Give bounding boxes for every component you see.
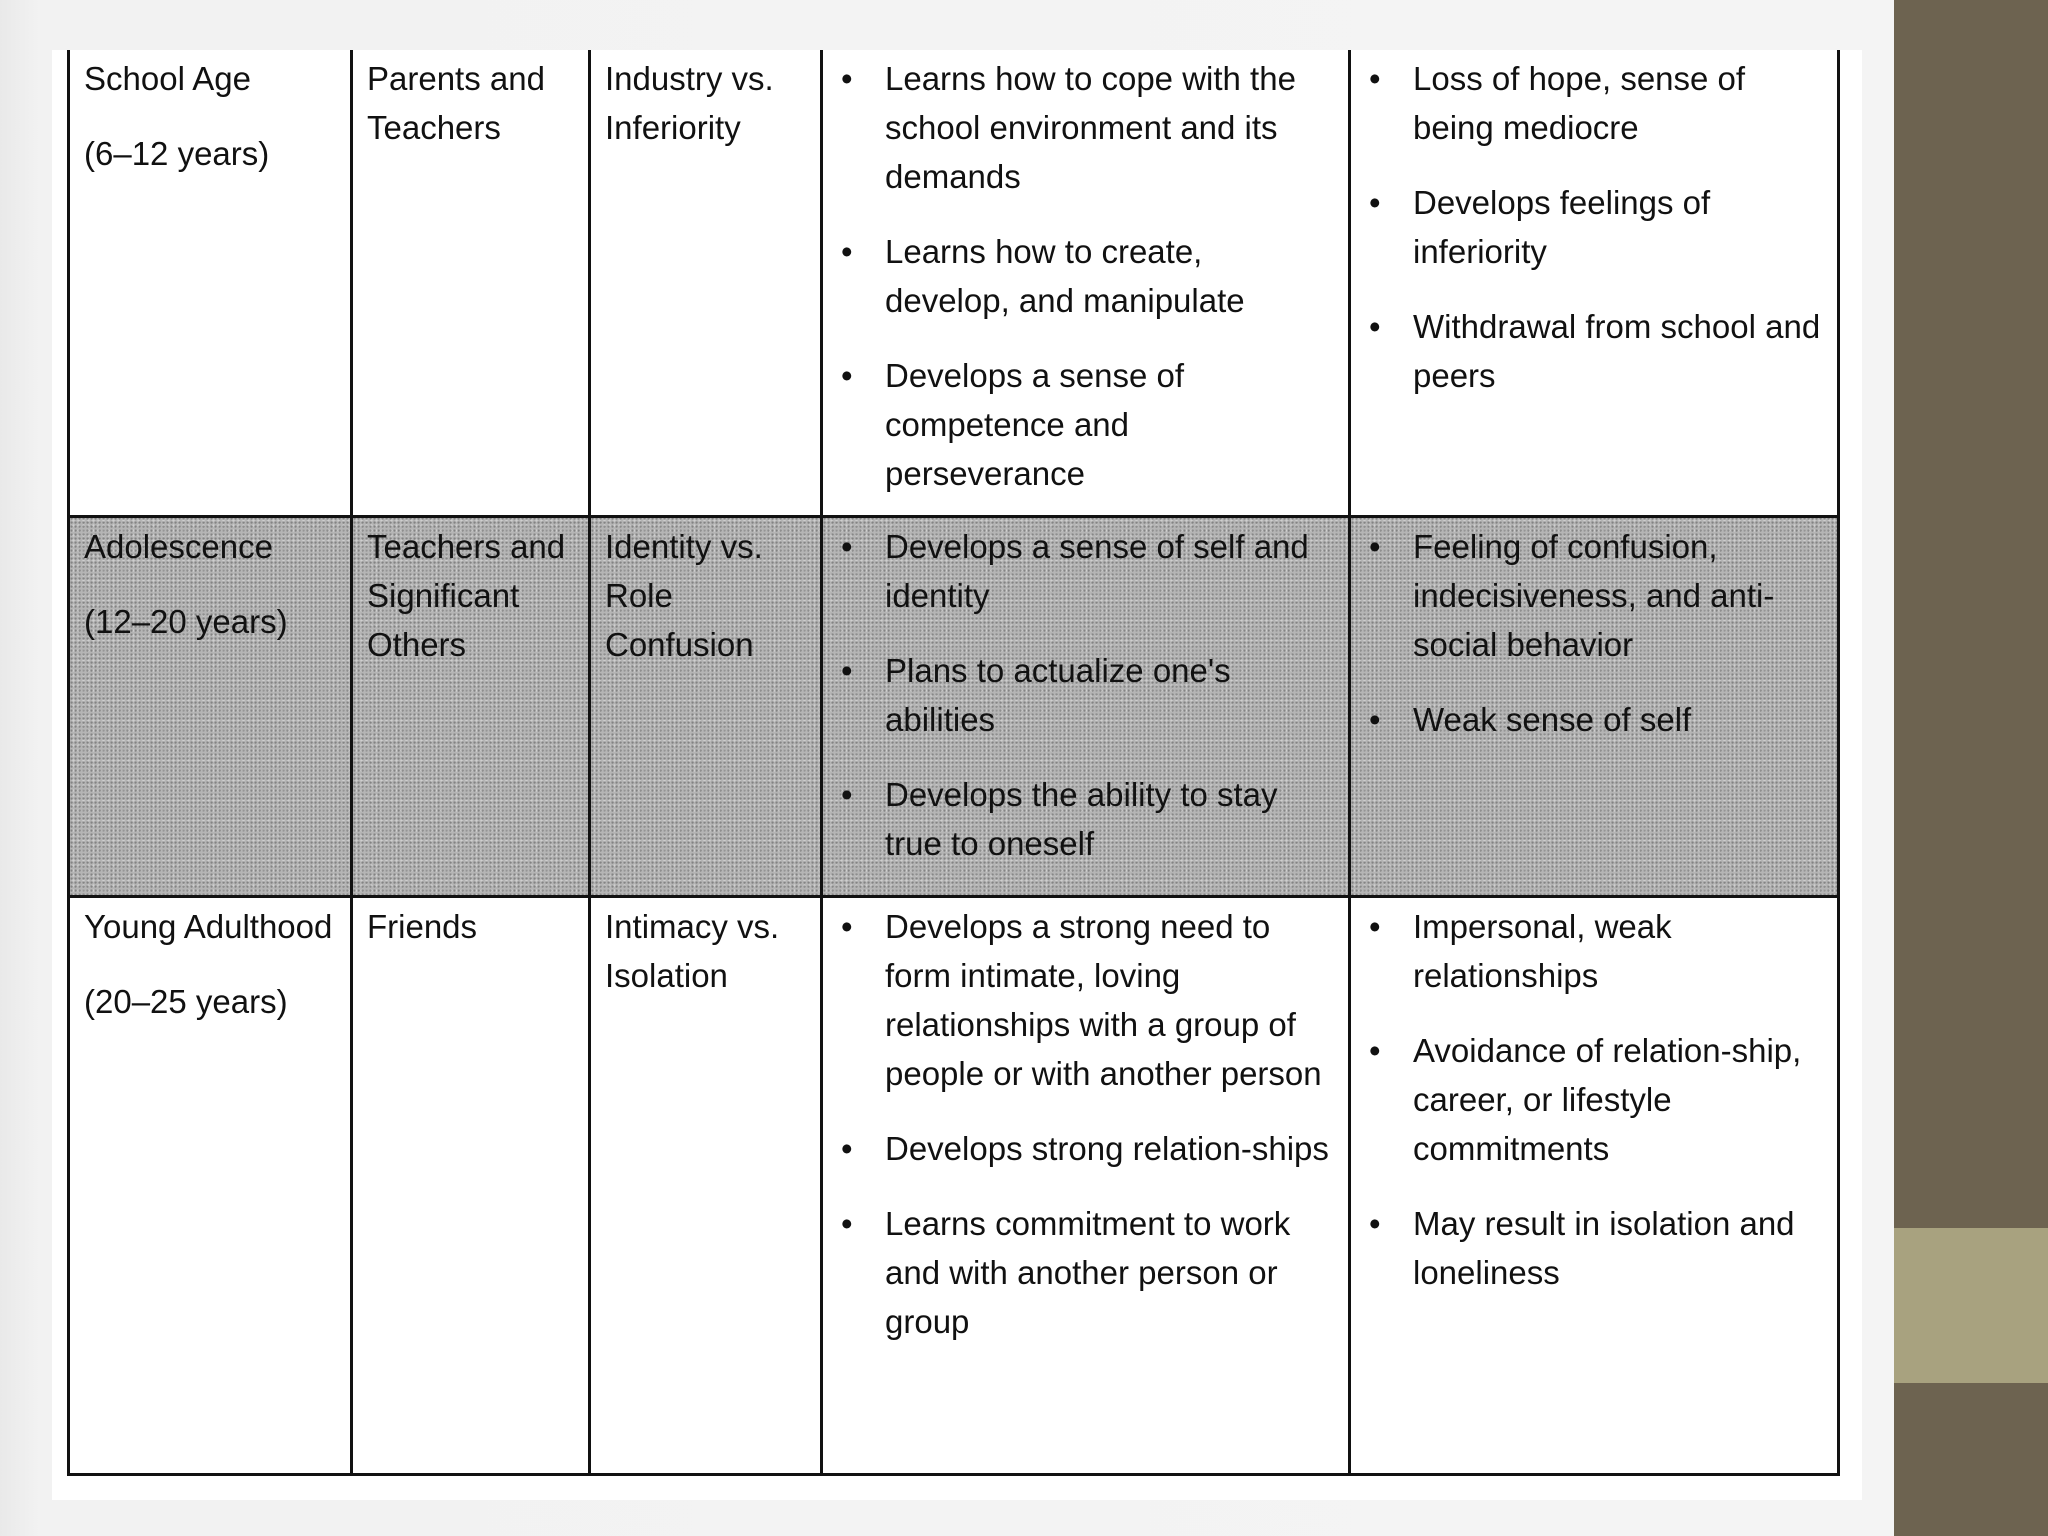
list-item: • Learns how to cope with the school environment and its demands: [837, 54, 1334, 201]
relationships-text: Friends: [367, 907, 478, 945]
slide-side-accent: [1894, 1228, 2048, 1383]
stage-age: (12–20 years): [84, 602, 288, 640]
positive-outcomes-cell: [822, 50, 1350, 516]
relationships-text: Parents and Teachers: [367, 60, 545, 146]
crisis-text: Industry vs. Inferiority: [605, 60, 774, 146]
negative-outcomes-list: [1365, 522, 1823, 744]
negative-outcomes-cell: [1350, 50, 1839, 516]
list-item: • Avoidance of relation-ship, career, or lifestyle commitments: [1365, 1026, 1823, 1173]
list-item: • Impersonal, weak relationships: [1365, 902, 1823, 1000]
scanned-table-image: [52, 50, 1862, 1500]
relationships-cell: [352, 896, 590, 1474]
list-item: • Learns how to create, develop, and manipulate: [837, 227, 1334, 325]
stage-age: (20–25 years): [84, 982, 288, 1020]
relationships-text: Teachers and Significant Others: [367, 527, 566, 663]
stage-cell: [69, 50, 352, 516]
positive-outcomes-list: [837, 902, 1334, 1346]
stage-age: (6–12 years): [84, 135, 270, 172]
list-item: • Develops a sense of self and identity: [837, 522, 1334, 620]
crisis-text: Identity vs. Role Confusion: [605, 527, 763, 663]
list-item: • Weak sense of self: [1365, 695, 1823, 744]
negative-outcomes-cell: [1350, 516, 1839, 896]
positive-outcomes-cell: [822, 516, 1350, 896]
list-item: • Loss of hope, sense of being mediocre: [1365, 54, 1823, 152]
crisis-text: Intimacy vs. Isolation: [605, 907, 780, 994]
list-item: • Develops feelings of inferiority: [1365, 178, 1823, 276]
list-item: • Develops a sense of competence and perseverance: [837, 351, 1334, 498]
positive-outcomes-list: [837, 522, 1334, 868]
negative-outcomes-cell: [1350, 896, 1839, 1474]
stage-name: Adolescence: [84, 527, 273, 565]
erikson-stages-table: [67, 50, 1840, 1476]
negative-outcomes-list: [1365, 902, 1823, 1297]
relationships-cell: [352, 516, 590, 896]
negative-outcomes-list: [1365, 54, 1823, 400]
list-item: • Learns commitment to work and with another person or group: [837, 1199, 1334, 1346]
list-item: • Develops a strong need to form intimate, loving relationships with a group of people or with another person: [837, 902, 1334, 1098]
crisis-cell: [590, 516, 822, 896]
stage-name: Young Adulthood: [84, 907, 333, 945]
table-row-adolescence: [69, 516, 1839, 896]
table-row-young-adulthood: [69, 896, 1839, 1474]
list-item: • Feeling of confusion, indecisiveness, and anti-social behavior: [1365, 522, 1823, 669]
list-item: • May result in isolation and loneliness: [1365, 1199, 1823, 1297]
list-item: • Develops strong relation-ships: [837, 1124, 1334, 1173]
positive-outcomes-cell: [822, 896, 1350, 1474]
stage-cell: [69, 896, 352, 1474]
stage-name: School Age: [84, 60, 251, 97]
crisis-cell: [590, 50, 822, 516]
stage-cell: [69, 516, 352, 896]
list-item: • Develops the ability to stay true to oneself: [837, 770, 1334, 868]
crisis-cell: [590, 896, 822, 1474]
list-item: • Plans to actualize one's abilities: [837, 646, 1334, 744]
list-item: • Withdrawal from school and peers: [1365, 302, 1823, 400]
relationships-cell: [352, 50, 590, 516]
positive-outcomes-list: [837, 54, 1334, 498]
table-row-school-age: [69, 50, 1839, 516]
